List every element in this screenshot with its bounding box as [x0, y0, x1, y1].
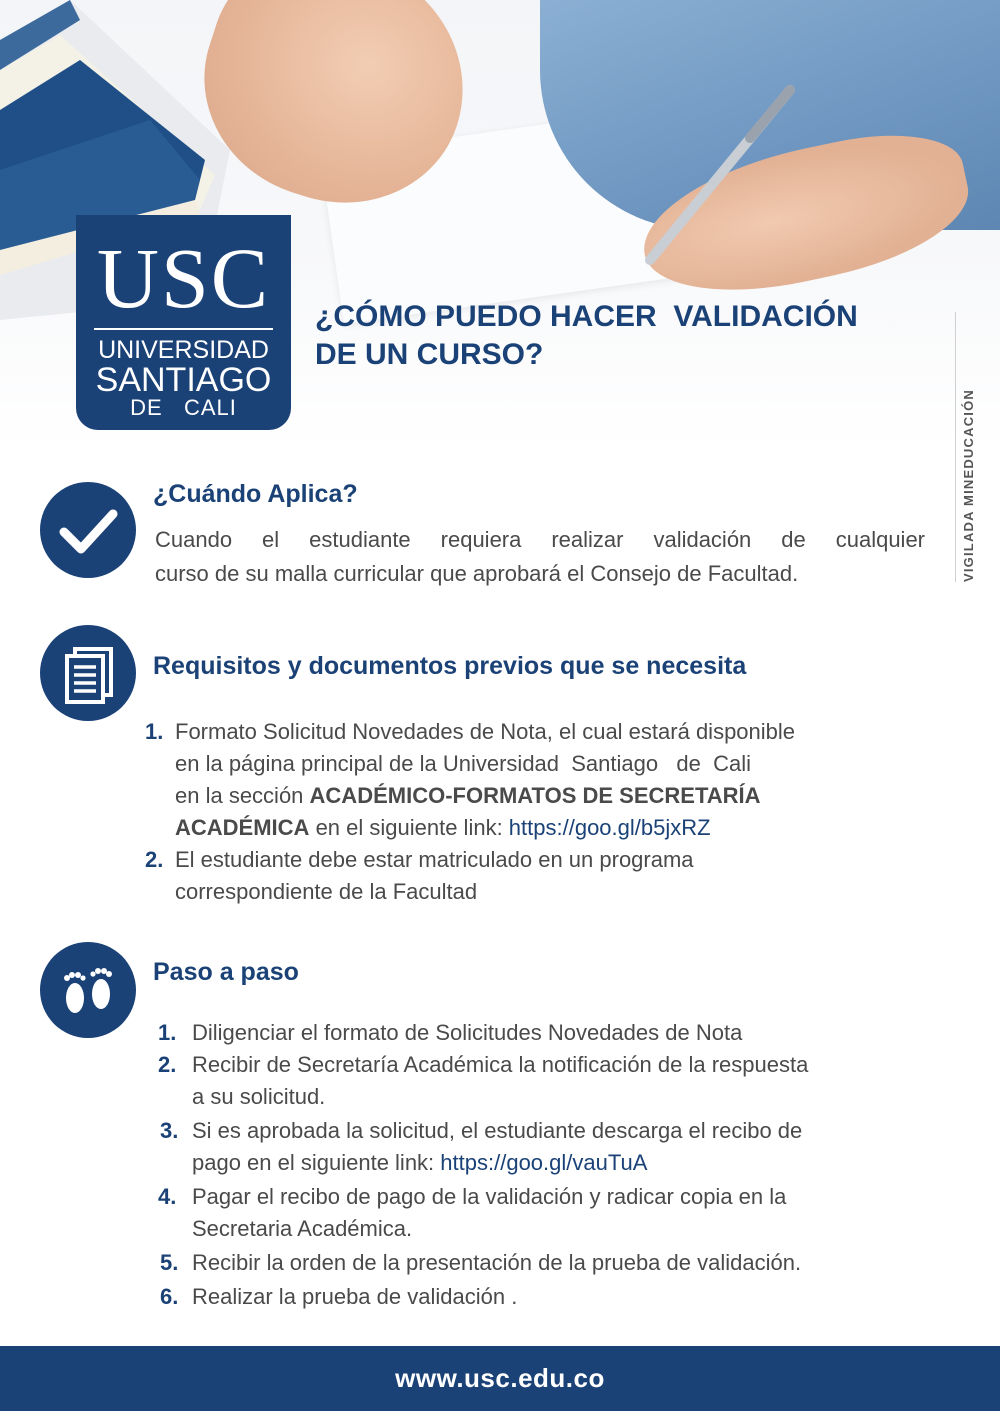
step-4-line-1: Pagar el recibo de pago de la validación y radicar copia en la [192, 1184, 787, 1209]
req-1-line-3-pre: en la sección [175, 783, 310, 808]
step-3-line-1: Si es aprobada la solicitud, el estudiante descarga el recibo de [192, 1118, 803, 1143]
page-title [315, 298, 945, 374]
payment-link[interactable]: https://goo.gl/vauTuA [440, 1150, 648, 1175]
step-1-line-1: Diligenciar el formato de Solicitudes Novedades de Nota [192, 1020, 743, 1045]
step-5-line-1: Recibir la orden de la presentación de la prueba de validación. [192, 1250, 802, 1275]
step-2-line-2: a su solicitud. [192, 1084, 326, 1109]
usc-logo [76, 215, 291, 430]
website-link[interactable]: www.usc.edu.co [395, 1363, 605, 1393]
step-2-line-1: Recibir de Secretaría Académica la notificación de la respuesta [192, 1052, 809, 1077]
req-2-line-1: El estudiante debe estar matriculado en un programa [175, 847, 694, 872]
title-line-1: ¿CÓMO PUEDO HACER VALIDACIÓN [315, 300, 858, 333]
footprints-icon [40, 942, 136, 1038]
list-number: 5. [160, 1250, 179, 1275]
logo-line-3: DE CALI [130, 395, 237, 420]
list-number: 6. [160, 1284, 179, 1309]
applies-heading: ¿Cuándo Aplica? [153, 480, 358, 508]
pen-image [600, 80, 820, 280]
vertical-label [955, 312, 977, 582]
req-1-line-4-text: en el siguiente link: [309, 815, 509, 840]
steps-heading: Paso a paso [153, 958, 299, 986]
logo-abbr: USC [96, 230, 271, 326]
logo-line-1: UNIVERSIDAD [98, 336, 269, 364]
step-6-line-1: Realizar la prueba de validación . [192, 1284, 518, 1309]
list-number: 1. [158, 1020, 177, 1045]
steps-list [158, 1017, 958, 1313]
req-1-line-2: en la página principal de la Universidad Santiago de Cali [175, 751, 752, 776]
applies-line-1: Cuando el estudiante requiera realizar validación de cualquier [155, 527, 925, 552]
list-item [158, 1281, 958, 1313]
formats-link[interactable]: https://goo.gl/b5jxRZ [508, 815, 711, 840]
requirements-heading: Requisitos y documentos previos que se necesita [153, 652, 747, 680]
applies-line-2: curso de su malla curricular que aprobará el Consejo de Facultad. [155, 561, 799, 586]
list-number: 2. [145, 847, 164, 872]
list-item [158, 1247, 958, 1279]
logo-divider [94, 328, 273, 330]
step-3-line-2-text: pago en el siguiente link: [192, 1150, 441, 1175]
list-number: 1. [145, 719, 164, 744]
list-item [145, 716, 955, 844]
list-item [158, 1049, 958, 1113]
req-2-line-2: correspondiente de la Facultad [175, 879, 478, 904]
documents-icon [40, 625, 136, 721]
step-4-line-2: Secretaria Académica. [192, 1216, 413, 1241]
footer-bar [0, 1346, 1000, 1411]
vigilada-label: VIGILADA MINEDUCACIÓN [961, 389, 976, 582]
logo-line-2: SANTIAGO [95, 361, 272, 399]
list-number: 4. [158, 1184, 177, 1209]
checkmark-icon [40, 482, 136, 578]
list-number: 2. [158, 1052, 177, 1077]
title-line-2: DE UN CURSO? [315, 338, 544, 371]
list-item [158, 1181, 958, 1245]
req-1-line-3-bold: ACADÉMICO-FORMATOS DE SECRETARÍA [309, 783, 761, 808]
list-item [158, 1115, 958, 1179]
list-number: 3. [160, 1118, 179, 1143]
list-item [145, 844, 955, 908]
req-1-line-4-bold: ACADÉMICA [175, 815, 310, 840]
list-item [158, 1017, 958, 1049]
requirements-list [145, 716, 955, 908]
req-1-line-1: Formato Solicitud Novedades de Nota, el cual estará disponible [175, 719, 796, 744]
